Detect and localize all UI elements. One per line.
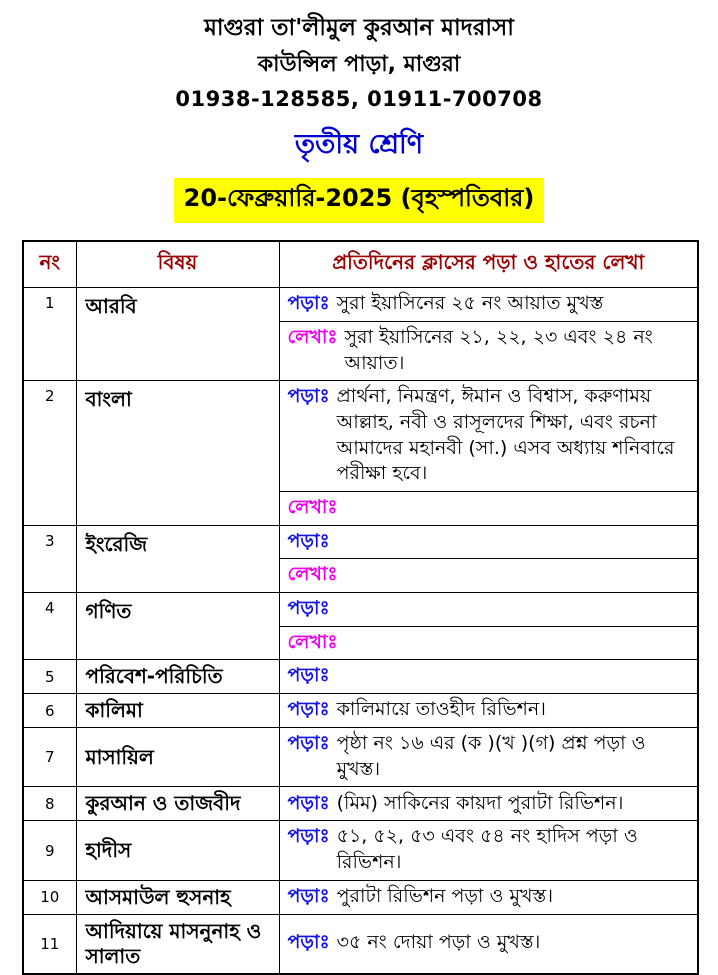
pora-label: পড়াঃ [287,732,330,755]
subject-cell: কুরআন ও তাজবীদ [76,787,279,821]
lekha-label: লেখাঃ [287,495,338,518]
subject-cell: আদিয়ায়ে মাসনুনাহ ও সালাত [76,914,279,974]
lesson-text: প্রার্থনা, নিমন্ত্রণ, ঈমান ও বিশ্বাস, করুণাময় আল্লাহ, নবী ও রাসূলদের শিক্ষা, এবং রচনা আমাদের মহানবী (সা.) এসব অধ্যায় শনিবারে পরীক্ষা হবে। [336,385,675,485]
class-title: তৃতীয় শ্রেণি [294,129,424,161]
subject-cell: গণিত [76,592,279,659]
table-row [23,660,698,694]
lesson-table [22,240,699,974]
pora-label: পড়াঃ [287,596,330,619]
pora-label: পড়াঃ [287,931,330,954]
table-row [23,694,698,728]
lesson-cell [279,626,698,660]
row-number: 10 [23,880,76,914]
lesson-cell [279,660,698,694]
pora-label: পড়াঃ [287,292,330,315]
pora-label: পড়াঃ [287,664,330,687]
row-number: 1 [23,288,76,381]
lesson-text: সুরা ইয়াসিনের ২৫ নং আয়াত মুখস্ত [336,292,604,315]
pora-label: পড়াঃ [287,884,330,907]
school-address: কাউন্সিল পাড়া, মাগুরা [257,51,461,77]
subject-cell: পরিবেশ-পরিচিতি [76,660,279,694]
row-number: 6 [23,694,76,728]
table-row [23,914,698,974]
lesson-cell [279,491,698,525]
date-highlight: 20-ফেব্রুয়ারি-2025 (বৃহস্পতিবার) [174,178,545,223]
lesson-text: পৃষ্ঠা নং ১৬ এর (ক )(খ )(গ) প্রশ্ন পড়া ও মুখস্ত। [336,732,646,780]
subject-cell: বাংলা [76,381,279,525]
phone-numbers: 01938-128585, 01911-700708 [175,87,543,112]
lesson-cell [279,694,698,728]
date-row [0,178,718,223]
header-lesson: প্রতিদিনের ক্লাসের পড়া ও হাতের লেখা [279,241,698,288]
subject-cell: কালিমা [76,694,279,728]
header-subject: বিষয় [76,241,279,288]
lesson-text: পুরাটা রিভিশন পড়া ও মুখস্ত। [336,884,553,907]
subject-cell: আসমাউল হুসনাহ [76,880,279,914]
row-number: 4 [23,592,76,659]
lesson-cell [279,288,698,322]
lesson-cell [279,821,698,880]
table-row [23,728,698,787]
lesson-text: সুরা ইয়াসিনের ২১, ২২, ২৩ এবং ২৪ নং আয়াত। [344,326,653,374]
lekha-label: লেখাঃ [287,563,338,586]
pora-label: পড়াঃ [287,529,330,552]
pora-label: পড়াঃ [287,698,330,721]
pora-label: পড়াঃ [287,791,330,814]
subject-cell: ইংরেজি [76,525,279,592]
lesson-cell [279,559,698,593]
table-row [23,288,698,322]
lesson-text: ৫১, ৫২, ৫৩ এবং ৫৪ নং হাদিস পড়া ও রিভিশন। [336,825,638,874]
lekha-label: লেখাঃ [287,630,338,653]
table-row [23,381,698,492]
lesson-cell [279,728,698,787]
header-serial: নং [23,241,76,288]
row-number: 2 [23,381,76,525]
document-header [0,14,718,223]
lesson-cell [279,880,698,914]
lesson-text: ৩৫ নং দোয়া পড়া ও মুখস্ত। [336,931,541,954]
table-row [23,592,698,626]
table-row [23,821,698,880]
row-number: 7 [23,728,76,787]
lesson-cell [279,592,698,626]
subject-cell: হাদীস [76,821,279,880]
table-header-row [23,241,698,288]
lesson-text: (মিম) সাকিনের কায়দা পুরাটা রিভিশন। [336,791,624,814]
subject-cell: মাসায়িল [76,728,279,787]
lesson-cell [279,525,698,559]
row-number: 11 [23,914,76,974]
row-number: 8 [23,787,76,821]
row-number: 5 [23,660,76,694]
row-number: 9 [23,821,76,880]
row-number: 3 [23,525,76,592]
lesson-cell [279,381,698,492]
lesson-cell [279,322,698,381]
lesson-text: কালিমায়ে তাওহীদ রিভিশন। [336,698,546,721]
table-row [23,525,698,559]
pora-label: পড়াঃ [287,385,330,408]
table-row [23,880,698,914]
lesson-cell [279,914,698,974]
lekha-label: লেখাঃ [287,326,338,349]
subject-cell: আরবি [76,288,279,381]
pora-label: পড়াঃ [287,825,330,848]
school-name: মাগুরা তা'লীমুল কুরআন মাদরাসা [204,15,514,41]
